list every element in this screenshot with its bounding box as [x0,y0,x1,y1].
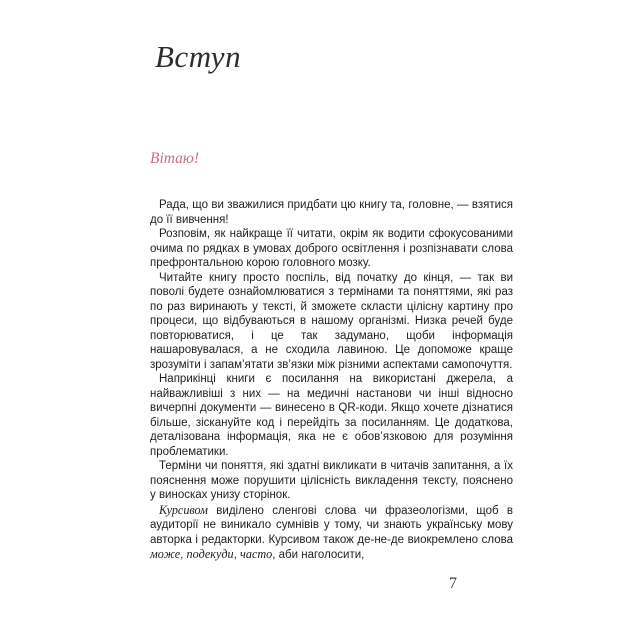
paragraph-3: Читайте книгу просто поспіль, від початку до кінця, — так ви поволі будете ознайомлюватися з термінами та поняттями, які раз по раз виринають у тексті, й зможете скласти цілісну картину про процеси, що відбуваються в нашому організмі. Низка речей буде повторюватися, і це так задумано, щоби інформація нашаровувалася, а не сходила лавиною. Це допоможе краще зрозуміти і запам’ятати зв’язки між різними аспектами самопочуття. [150,271,513,371]
page-number: 7 [449,575,457,592]
text-segment-italic: може [150,547,181,561]
chapter-title: Вступ [155,39,242,74]
text-segment: , [233,549,241,561]
paragraph-4: Наприкінці книги є посилання на використані джерела, а найважливіші з них — на медичні настанови чи інші відносно вичерпні документи — винесено в QR-коди. Якщо хочете дізнатися більше, зіскануйте код і перейдіть за посиланням. Це додаткова, деталізована інформація, яка не є обов’язковою для розуміння проблематики. [150,373,513,458]
body-text [150,198,513,563]
paragraph-2: Розповім, як найкраще її читати, окрім як водити сфокусованими очима по рядках в умовах доброго освітлення і розпізнавати слова префронтальною корою головного мозку. [150,228,513,269]
text-segment: , аби наголосити, [272,549,365,561]
paragraph-5: Терміни чи поняття, які здатні викликати в читачів запитання, а їх пояснення може порушити цілісність викладення тексту, пояснено у виносках унизу сторінок. [150,460,513,501]
text-segment-italic: часто [240,547,273,561]
paragraph-6 [150,503,513,563]
text-segment: , [180,549,187,561]
text-segment-italic: Курсивом [159,502,208,517]
text-segment-italic: подекуди [186,547,234,561]
text-segment: виділено сленгові слова чи фразеологізми, щоб в аудиторії не виникало сумнівів у тому, чи знають українську мову авторка і редакторки. Курсивом також де-не-де виокремлено слова [150,504,513,546]
paragraph-1: Рада, що ви зважилися придбати цю книгу та, головне, — взятися до її вивчення! [150,199,513,226]
greeting-heading: Вітаю! [150,150,199,167]
